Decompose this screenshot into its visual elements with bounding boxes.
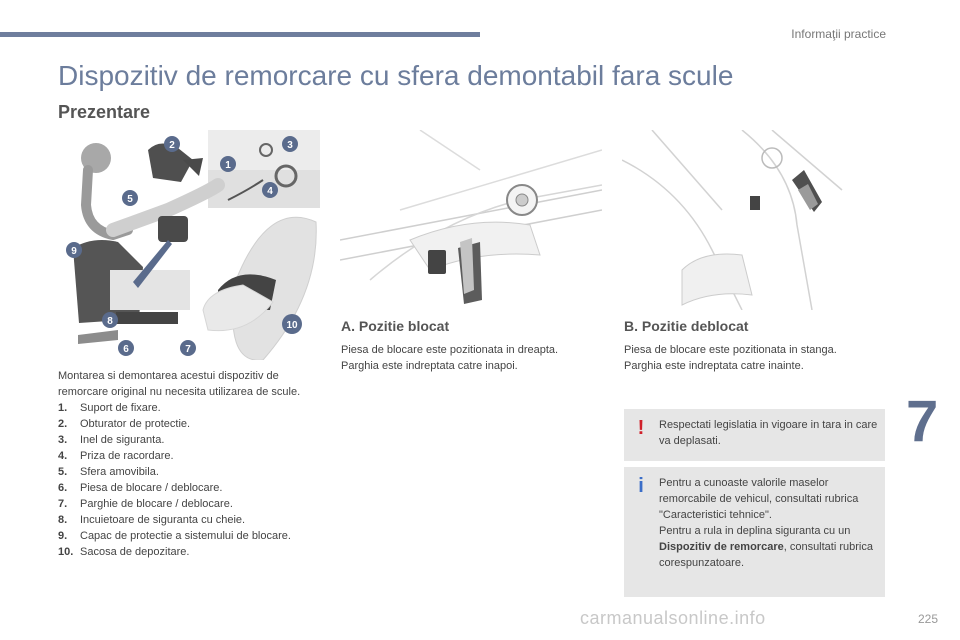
list-item: 3. Inel de siguranta. [58,434,165,446]
svg-text:1: 1 [225,160,231,171]
unlocked-heading: B. Pozitie deblocat [624,318,749,334]
unlocked-position-illustration [622,130,884,310]
warning-icon: ! [637,417,645,439]
svg-text:2: 2 [169,140,175,151]
page-title: Dispozitiv de remorcare cu sfera demontabil fara scule [58,60,734,91]
svg-text:9: 9 [71,246,77,257]
list-item: 6. Piesa de blocare / deblocare. [58,482,223,494]
towbar-components-illustration [58,130,320,360]
header-bar [0,32,480,37]
page-number: 225 [917,612,938,626]
components-list [58,368,328,560]
warning-text: Respectati legislatia in vigoare in tara in care va deplasati. [659,419,878,447]
list-item: 1. Suport de fixare. [58,402,161,414]
svg-text:3: 3 [287,140,293,151]
locked-position-illustration [340,130,602,310]
list-item: 4. Priza de racordare. [58,450,174,462]
intro-text: Montarea si demontarea acestui dispozitiv de remorcare original nu necesita utilizarea de scule. [58,370,301,398]
chapter-number: 7 [906,389,939,454]
info-icon: i [638,475,644,497]
info-text: Pentru a cunoaste valorile maselor remorcabile de vehicul, consultati rubrica "Caracteristici tehnice". Pentru a rula in deplina siguranta cu un Dispozitiv de remorcare, consultati rubrica corespunzatoare. [659,477,873,569]
section-title: Informaţii practice [791,27,886,41]
svg-text:8: 8 [107,316,113,327]
warning-box [624,409,885,461]
list-item: 9. Capac de protectie a sistemului de blocare. [58,530,291,542]
locked-description: Piesa de blocare este pozitionata in dreapta. Parghia este indreptata catre inapoi. [341,344,559,372]
info-box [624,467,885,597]
watermark: carmanualsonline.info [580,608,766,628]
list-item: 7. Parghie de blocare / deblocare. [58,498,233,510]
list-item: 8. Incuietoare de siguranta cu cheie. [58,514,246,526]
page-subtitle: Prezentare [58,102,151,122]
list-item: 10. Sacosa de depozitare. [58,546,190,558]
svg-text:7: 7 [185,344,191,355]
svg-text:5: 5 [127,194,133,205]
svg-text:10: 10 [286,320,298,331]
locked-heading: A. Pozitie blocat [341,318,450,334]
unlocked-description: Piesa de blocare este pozitionata in stanga. Parghia este indreptata catre inainte. [624,344,837,372]
list-item: 5. Sfera amovibila. [58,466,159,478]
list-item: 2. Obturator de protectie. [58,418,191,430]
svg-text:4: 4 [267,186,273,197]
svg-text:6: 6 [123,344,129,355]
